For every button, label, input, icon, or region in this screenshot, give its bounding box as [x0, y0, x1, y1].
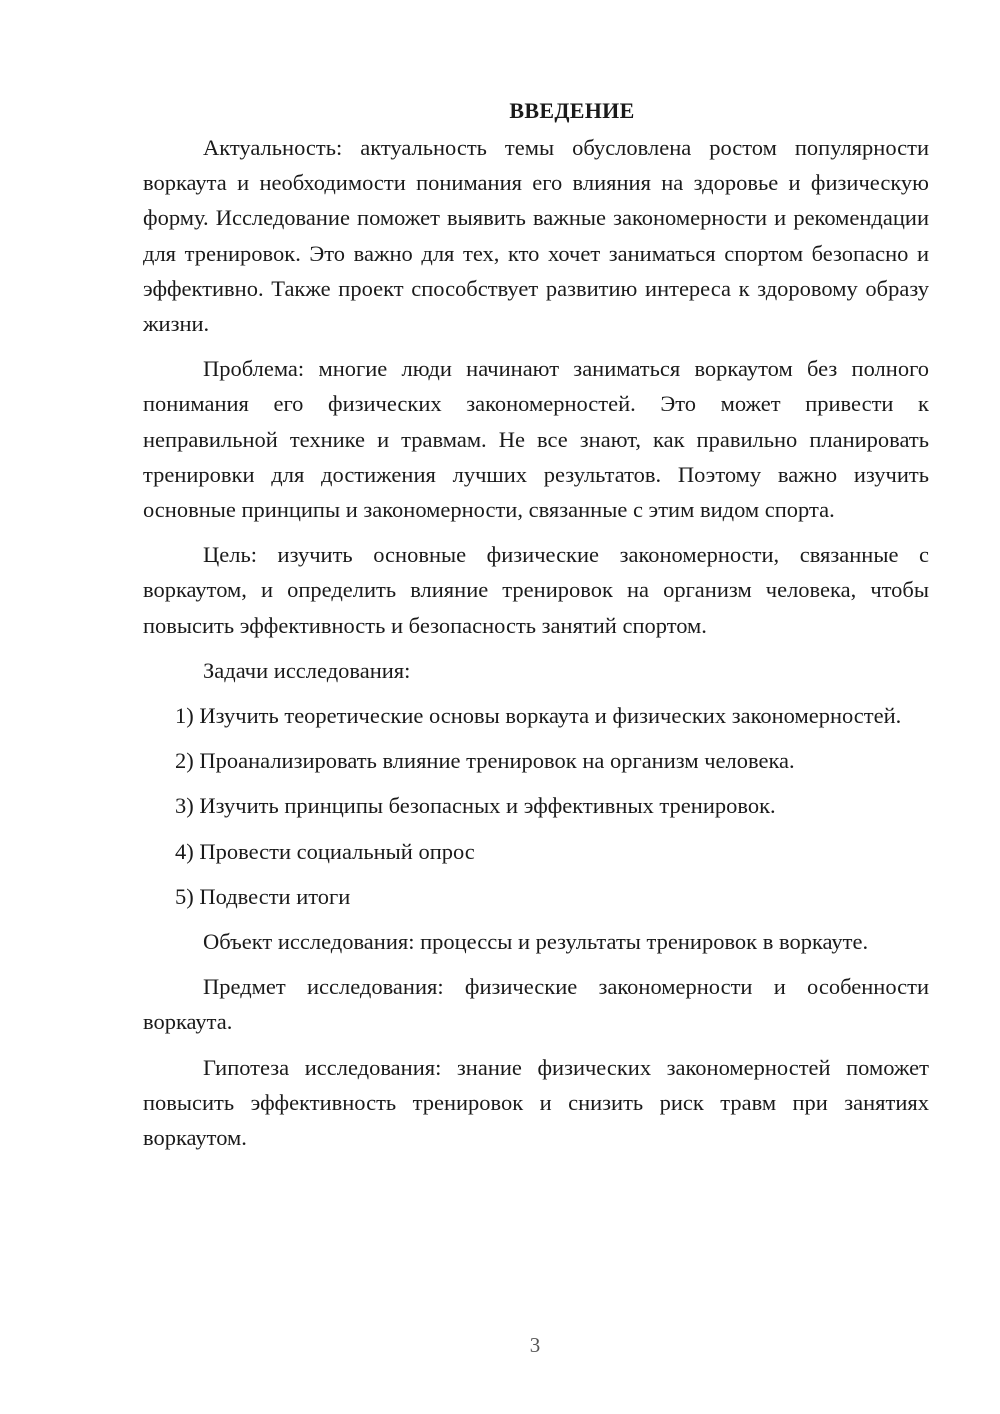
paragraph-goal: Цель: изучить основные физические закономерности, связанные с воркаутом, и определить влияние тренировок на организм человека, чтобы повысить эффективность и безопасность занятий спортом.	[143, 542, 929, 638]
paragraph-tasks-heading: Задачи исследования:	[203, 657, 411, 683]
list-item: 2) Проанализировать влияние тренировок на организм человека.	[175, 748, 795, 774]
paragraph-problem: Проблема: многие люди начинают заниматься воркаутом без полного понимания его физических закономерностей. Это может привести к неправильной технике и травмам. Не все знают, как правильно планировать тренировки для достижения лучших результатов. Поэтому важно изучить основные принципы и закономерности, связанные с этим видом спорта.	[143, 356, 929, 523]
list-item: 3) Изучить принципы безопасных и эффективных тренировок.	[175, 793, 776, 819]
tasks-list	[143, 698, 929, 914]
list-item: 4) Провести социальный опрос	[175, 838, 475, 864]
list-item: 1) Изучить теоретические основы воркаута и физических закономерностей.	[175, 703, 902, 729]
paragraph-hypothesis: Гипотеза исследования: знание физических закономерностей поможет повысить эффективность тренировок и снизить риск травм при занятиях воркаутом.	[143, 1054, 929, 1151]
paragraph-relevance: Актуальность: актуальность темы обусловлена ростом популярности воркаута и необходимости понимания его влияния на здоровье и физическую форму. Исследование поможет выявить важные закономерности и рекомендации для тренировок. Это важно для тех, кто хочет заниматься спортом безопасно и эффективно. Также проект способствует развитию интереса к здоровому образу жизни.	[143, 135, 929, 337]
page-title: ВВЕДЕНИЕ	[509, 98, 635, 123]
page-number: 3	[529, 1333, 541, 1357]
page-content	[143, 93, 929, 1155]
paragraph-subject: Предмет исследования: физические закономерности и особенности воркаута.	[143, 974, 929, 1035]
list-item: 5) Подвести итоги	[175, 883, 351, 909]
paragraph-object: Объект исследования: процессы и результаты тренировок в воркауте.	[203, 929, 869, 955]
